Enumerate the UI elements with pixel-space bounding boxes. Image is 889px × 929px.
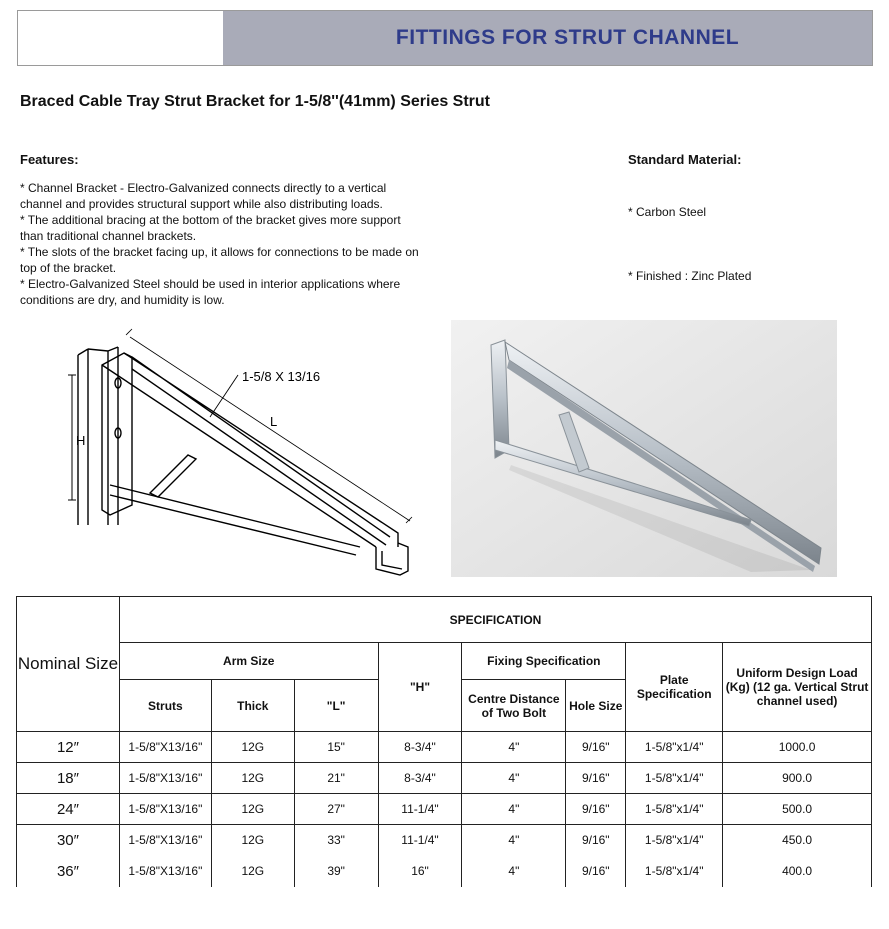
h-cell: 11-1/4" xyxy=(378,825,462,856)
l-cell: 27" xyxy=(294,794,378,825)
feature-line: * Electro-Galvanized Steel should be used in interior applications where xyxy=(20,277,401,291)
dim-strut-label: 1-5/8 X 13/16 xyxy=(242,369,321,384)
h-cell: 11-1/4" xyxy=(378,794,462,825)
size-cell: 18″ xyxy=(17,763,120,794)
hole-cell: 9/16" xyxy=(566,732,626,763)
arm-size-header: Arm Size xyxy=(119,643,378,680)
banner-title: FITTINGS FOR STRUT CHANNEL xyxy=(395,26,740,49)
centre-distance-header: Centre Distance of Two Bolt xyxy=(462,680,566,732)
dim-h-label: H xyxy=(76,433,86,448)
hole-cell: 9/16" xyxy=(566,825,626,856)
size-cell: 36″ xyxy=(17,856,120,887)
h-cell: 8-3/4" xyxy=(378,763,462,794)
struts-cell: 1-5/8"X13/16" xyxy=(119,856,211,887)
material-item-steel: * Carbon Steel xyxy=(628,205,707,219)
nominal-size-header: Nominal Size xyxy=(17,597,120,732)
plate-spec-header: Plate Specification xyxy=(626,643,723,732)
design-load-header: Uniform Design Load (Kg) (12 ga. Vertical Strut channel used) xyxy=(723,643,872,732)
table-row xyxy=(17,794,872,825)
size-cell: 30″ xyxy=(17,825,120,856)
size-cell: 12″ xyxy=(17,732,120,763)
l-header: "L" xyxy=(294,680,378,732)
plate-cell: 1-5/8"x1/4" xyxy=(626,856,723,887)
thick-cell: 12G xyxy=(211,825,294,856)
thick-cell: 12G xyxy=(211,763,294,794)
load-cell: 900.0 xyxy=(723,763,872,794)
table-row xyxy=(17,732,872,763)
plate-cell: 1-5/8"x1/4" xyxy=(626,825,723,856)
thick-header: Thick xyxy=(211,680,294,732)
material-item-finish: * Finished : Zinc Plated xyxy=(628,269,752,283)
product-title: Braced Cable Tray Strut Bracket for 1-5/8''(41mm) Series Strut xyxy=(20,93,491,110)
l-cell: 21" xyxy=(294,763,378,794)
bracket-line-drawing xyxy=(60,325,430,585)
feature-line: * The slots of the bracket facing up, it allows for connections to be made on xyxy=(20,245,419,259)
load-cell: 500.0 xyxy=(723,794,872,825)
bracket-product-photo xyxy=(451,320,837,577)
load-cell: 450.0 xyxy=(723,825,872,856)
table-row xyxy=(17,825,872,856)
hole-cell: 9/16" xyxy=(566,794,626,825)
banner-left-panel xyxy=(18,11,223,65)
fixing-spec-header: Fixing Specification xyxy=(462,643,626,680)
l-cell: 39" xyxy=(294,856,378,887)
feature-line: * The additional bracing at the bottom of the bracket gives more support xyxy=(20,213,401,227)
size-cell: 24″ xyxy=(17,794,120,825)
load-cell: 400.0 xyxy=(723,856,872,887)
specification-table xyxy=(16,596,872,887)
l-cell: 33" xyxy=(294,825,378,856)
h-header: "H" xyxy=(378,643,462,732)
plate-cell: 1-5/8"x1/4" xyxy=(626,763,723,794)
centre-cell: 4" xyxy=(462,856,566,887)
centre-cell: 4" xyxy=(462,763,566,794)
hole-cell: 9/16" xyxy=(566,856,626,887)
plate-cell: 1-5/8"x1/4" xyxy=(626,732,723,763)
centre-cell: 4" xyxy=(462,794,566,825)
thick-cell: 12G xyxy=(211,856,294,887)
hole-cell: 9/16" xyxy=(566,763,626,794)
thick-cell: 12G xyxy=(211,794,294,825)
banner-right-panel xyxy=(223,11,872,65)
plate-cell: 1-5/8"x1/4" xyxy=(626,794,723,825)
hole-size-header: Hole Size xyxy=(566,680,626,732)
features-list xyxy=(20,180,470,308)
feature-line: top of the bracket. xyxy=(20,261,117,275)
table-row xyxy=(17,763,872,794)
struts-cell: 1-5/8"X13/16" xyxy=(119,794,211,825)
centre-cell: 4" xyxy=(462,825,566,856)
feature-line: than traditional channel brackets. xyxy=(20,229,197,243)
l-cell: 15" xyxy=(294,732,378,763)
dim-l-label: L xyxy=(270,414,278,429)
struts-cell: 1-5/8"X13/16" xyxy=(119,763,211,794)
thick-cell: 12G xyxy=(211,732,294,763)
table-row xyxy=(17,856,872,887)
h-cell: 16" xyxy=(378,856,462,887)
centre-cell: 4" xyxy=(462,732,566,763)
struts-header: Struts xyxy=(119,680,211,732)
header-banner xyxy=(17,10,873,66)
feature-line: conditions are dry, and humidity is low. xyxy=(20,293,225,307)
feature-line: * Channel Bracket - Electro-Galvanized connects directly to a vertical xyxy=(20,181,387,195)
material-heading: Standard Material: xyxy=(628,152,742,167)
struts-cell: 1-5/8"X13/16" xyxy=(119,732,211,763)
specification-header: SPECIFICATION xyxy=(119,597,871,643)
feature-line: channel and provides structural support while also distributing loads. xyxy=(20,197,383,211)
load-cell: 1000.0 xyxy=(723,732,872,763)
features-heading: Features: xyxy=(20,152,79,167)
struts-cell: 1-5/8"X13/16" xyxy=(119,825,211,856)
h-cell: 8-3/4" xyxy=(378,732,462,763)
